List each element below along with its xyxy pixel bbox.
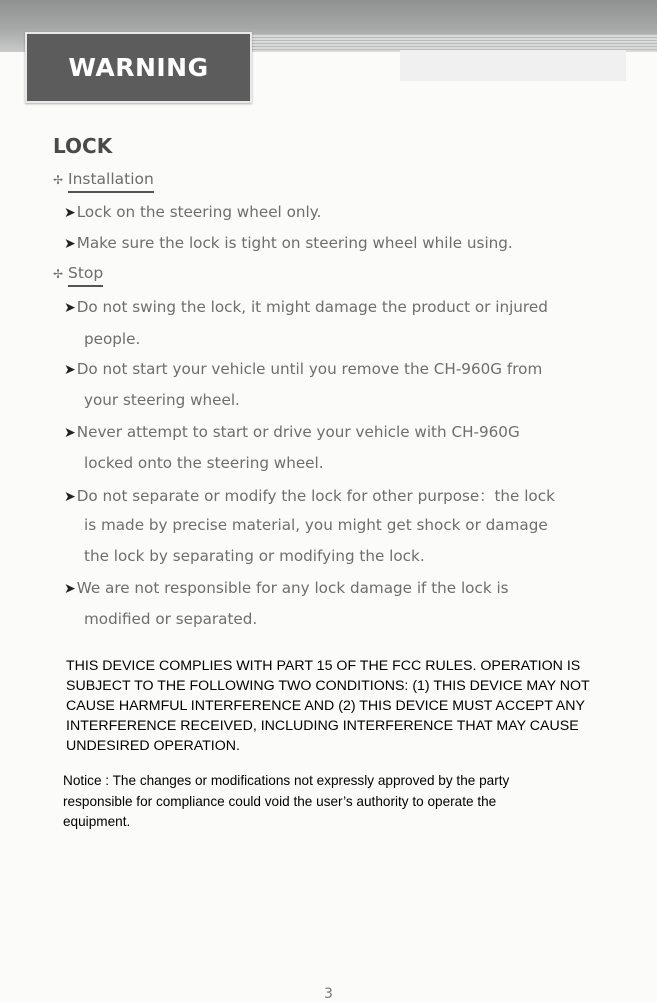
item-text: Do not swing the lock, it might damage the product or injured bbox=[76, 298, 548, 316]
subsection-installation bbox=[53, 170, 154, 188]
list-item bbox=[64, 485, 555, 506]
item-text: Do not start your vehicle until you remove the CH-960G from bbox=[76, 360, 543, 378]
section-title: LOCK bbox=[53, 134, 113, 158]
item-continuation: people. bbox=[84, 330, 141, 348]
cross-bullet-icon: ✢ bbox=[53, 267, 64, 281]
item-continuation: modified or separated. bbox=[84, 610, 258, 628]
item-continuation: is made by precise material, you might get shock or damage bbox=[84, 516, 548, 534]
list-item bbox=[64, 423, 520, 441]
list-item bbox=[64, 579, 509, 597]
subsection-label: Installation bbox=[68, 170, 154, 193]
bleed-through-box bbox=[400, 50, 626, 81]
item-text: We are not responsible for any lock damage if the lock is bbox=[76, 579, 509, 597]
list-item bbox=[64, 203, 321, 221]
list-item bbox=[64, 298, 548, 316]
subsection-label: Stop bbox=[68, 264, 103, 287]
fcc-statement: THIS DEVICE COMPLIES WITH PART 15 OF THE FCC RULES. OPERATION IS SUBJECT TO THE FOLLOWING TWO CONDITIONS: (1) THIS DEVICE MAY NOT CAUSE HARMFUL INTERFERENCE AND (2) THIS DEVICE MUST ACCEPT ANY INTERFERENCE RECEIVED, INCLUDING INTERFERENCE THAT MAY CAUSE UNDESIRED OPERATION. bbox=[66, 658, 590, 754]
item-text: Never attempt to start or drive your vehicle with CH-960G bbox=[76, 423, 520, 441]
list-item bbox=[64, 234, 513, 252]
item-text: Do not separate or modify the lock for other purpose：the lock bbox=[76, 487, 555, 505]
fcc-notice: Notice : The changes or modifications not expressly approved by the party responsible for compliance could void the user’s authority to operate the equipment. bbox=[63, 773, 510, 829]
item-text: Make sure the lock is tight on steering wheel while using. bbox=[76, 234, 513, 252]
arrow-bullet-icon: ➤ bbox=[64, 425, 76, 441]
arrow-bullet-icon: ➤ bbox=[64, 581, 76, 597]
page-number: 3 bbox=[324, 986, 333, 1002]
item-continuation: your steering wheel. bbox=[84, 391, 240, 409]
cross-bullet-icon: ✢ bbox=[53, 173, 64, 187]
arrow-bullet-icon: ➤ bbox=[64, 489, 76, 505]
arrow-bullet-icon: ➤ bbox=[64, 362, 76, 378]
arrow-bullet-icon: ➤ bbox=[64, 205, 76, 221]
item-text: Lock on the steering wheel only. bbox=[76, 203, 322, 221]
warning-title: WARNING bbox=[25, 32, 252, 103]
arrow-bullet-icon: ➤ bbox=[64, 236, 76, 252]
subsection-stop bbox=[53, 264, 103, 282]
list-item bbox=[64, 360, 542, 378]
arrow-bullet-icon: ➤ bbox=[64, 300, 76, 316]
item-continuation: locked onto the steering wheel. bbox=[84, 454, 324, 472]
item-continuation: the lock by separating or modifying the lock. bbox=[84, 547, 425, 565]
